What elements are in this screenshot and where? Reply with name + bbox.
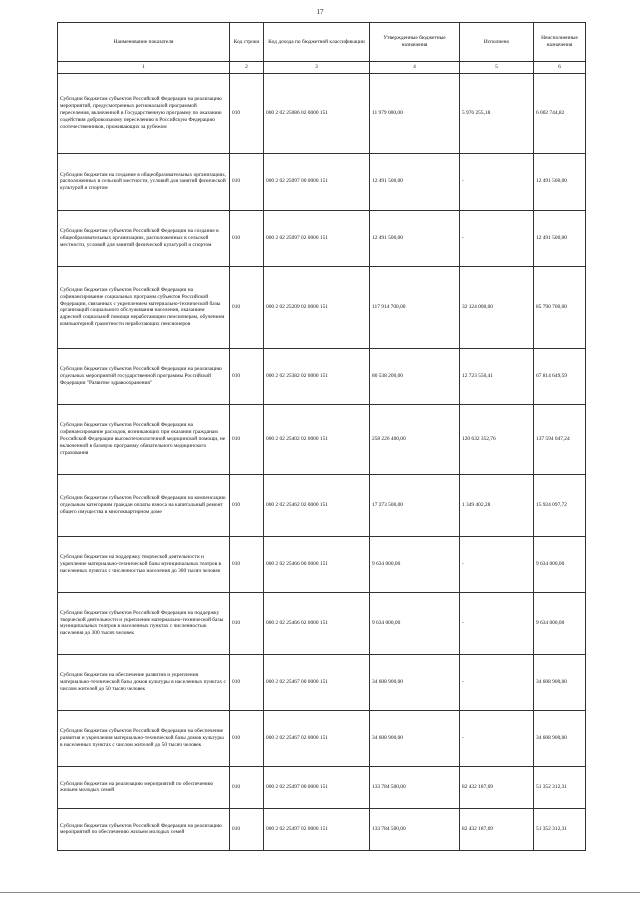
approved-amount: 258 226 400,00 — [370, 404, 460, 474]
table-row — [58, 73, 586, 153]
approved-amount: 12 491 500,00 — [370, 210, 460, 266]
line-code: 010 — [230, 73, 264, 153]
income-code: 000 2 02 25402 02 0000 151 — [264, 404, 370, 474]
table-row — [58, 654, 586, 710]
income-code: 000 2 02 25497 02 0000 151 — [264, 808, 370, 850]
table-row — [58, 710, 586, 766]
line-code: 010 — [230, 654, 264, 710]
line-code: 010 — [230, 153, 264, 210]
column-number: 6 — [534, 62, 586, 74]
table-row — [58, 766, 586, 808]
unexecuted-amount: 67 814 649,59 — [534, 348, 586, 404]
unexecuted-amount: 51 352 312,31 — [534, 766, 586, 808]
executed-amount: - — [460, 536, 534, 592]
table-row — [58, 348, 586, 404]
indicator-name: Субсидии бюджетам субъектов Российской Федерации на софинансирование социальных программ субъектов Российской Федерации, связанных с укреплением материально-технической базы организаций социального обслуживания населения, оказанием адресной социальной помощи неработающим пенсионерам, обучением компьютерной грамотности неработающих пенсионеров — [58, 266, 230, 348]
approved-amount: 80 538 200,00 — [370, 348, 460, 404]
column-number: 2 — [230, 62, 264, 74]
income-code: 000 2 02 25467 02 0000 151 — [264, 710, 370, 766]
column-number-row — [58, 62, 586, 74]
column-number: 5 — [460, 62, 534, 74]
indicator-name: Субсидии бюджетам на реализацию мероприятий по обеспечению жильем молодых семей — [58, 766, 230, 808]
header-row — [58, 23, 586, 62]
income-code: 000 2 02 25382 02 0000 151 — [264, 348, 370, 404]
column-number: 1 — [58, 62, 230, 74]
indicator-name: Субсидии бюджетам на поддержку творческой деятельности и укрепление материально-технической базы муниципальных театров в населенных пунктах с численностью населения до 300 тысяч человек — [58, 536, 230, 592]
column-number: 3 — [264, 62, 370, 74]
indicator-name: Субсидии бюджетам на создание в общеобразовательных организациях, расположенных в сельской местности, условий для занятий физической культурой и спортом — [58, 153, 230, 210]
line-code: 010 — [230, 348, 264, 404]
table-row — [58, 404, 586, 474]
income-code: 000 2 02 25467 00 0000 151 — [264, 654, 370, 710]
approved-amount: 9 634 000,00 — [370, 592, 460, 654]
approved-amount: 12 491 500,00 — [370, 153, 460, 210]
header-unexecuted: Неисполненные назначения — [534, 23, 586, 62]
income-code: 000 2 02 25466 00 0000 151 — [264, 536, 370, 592]
executed-amount: 82 432 187,69 — [460, 766, 534, 808]
header-income-code: Код дохода по бюджетной классификации — [264, 23, 370, 62]
indicator-name: Субсидии бюджетам субъектов Российской Федерации на создание в общеобразовательных организациях, расположенных в сельской местности, условий для занятий физической культурой и спортом — [58, 210, 230, 266]
unexecuted-amount: 34 608 900,00 — [534, 654, 586, 710]
approved-amount: 117 914 700,00 — [370, 266, 460, 348]
line-code: 010 — [230, 766, 264, 808]
line-code: 010 — [230, 536, 264, 592]
indicator-name: Субсидии бюджетам субъектов Российской Федерации на обеспечение развития и укрепления материально-технической базы домов культуры в населенных пунктах с числом жителей до 50 тысяч человек — [58, 710, 230, 766]
table-row — [58, 808, 586, 850]
line-code: 010 — [230, 474, 264, 536]
executed-amount: - — [460, 210, 534, 266]
unexecuted-amount: 9 634 000,00 — [534, 592, 586, 654]
line-code: 010 — [230, 592, 264, 654]
executed-amount: 5 976 255,18 — [460, 73, 534, 153]
header-line-code: Код строки — [230, 23, 264, 62]
table-row — [58, 592, 586, 654]
executed-amount: 82 432 187,69 — [460, 808, 534, 850]
unexecuted-amount: 15 924 097,72 — [534, 474, 586, 536]
approved-amount: 34 608 900,00 — [370, 654, 460, 710]
executed-amount: - — [460, 710, 534, 766]
column-number: 4 — [370, 62, 460, 74]
unexecuted-amount: 137 594 047,24 — [534, 404, 586, 474]
approved-amount: 133 784 500,00 — [370, 766, 460, 808]
executed-amount: - — [460, 153, 534, 210]
income-code: 000 2 02 25209 02 0000 151 — [264, 266, 370, 348]
table-row — [58, 474, 586, 536]
indicator-name: Субсидии бюджетам субъектов Российской Федерации на реализацию отдельных мероприятий государственной программы Российской Федерации "Развитие здравоохранения" — [58, 348, 230, 404]
executed-amount: 12 723 550,41 — [460, 348, 534, 404]
header-executed: Исполнено — [460, 23, 534, 62]
header-approved: Утвержденные бюджетные назначения — [370, 23, 460, 62]
page-number: 17 — [316, 8, 324, 16]
line-code: 010 — [230, 710, 264, 766]
indicator-name: Субсидии бюджетам субъектов Российской Федерации на реализацию мероприятий, предусмотренных региональной программой переселения, включенной в Государственную программу по оказанию содействия добровольному переселению в Российскую Федерацию соотечественников, проживающих за рубежом — [58, 73, 230, 153]
unexecuted-amount: 12 491 500,00 — [534, 153, 586, 210]
executed-amount: 120 632 352,76 — [460, 404, 534, 474]
table-row — [58, 266, 586, 348]
header-indicator-name: Наименование показателя — [58, 23, 230, 62]
income-code: 000 2 02 25462 02 0000 151 — [264, 474, 370, 536]
table-row — [58, 153, 586, 210]
approved-amount: 133 784 500,00 — [370, 808, 460, 850]
unexecuted-amount: 85 790 700,00 — [534, 266, 586, 348]
approved-amount: 17 273 500,00 — [370, 474, 460, 536]
budget-execution-table — [57, 22, 586, 851]
indicator-name: Субсидии бюджетам на обеспечение развития и укрепления материально-технической базы домов культуры в населенных пунктах с числом жителей до 50 тысяч человек — [58, 654, 230, 710]
indicator-name: Субсидии бюджетам субъектов Российской Федерации на компенсацию отдельным категориям граждан оплаты взноса на капитальный ремонт общего имущества в многоквартирном доме — [58, 474, 230, 536]
executed-amount: 1 349 402,28 — [460, 474, 534, 536]
line-code: 010 — [230, 808, 264, 850]
executed-amount: - — [460, 654, 534, 710]
line-code: 010 — [230, 210, 264, 266]
line-code: 010 — [230, 266, 264, 348]
income-code: 000 2 02 25086 02 0000 151 — [264, 73, 370, 153]
income-code: 000 2 02 25097 00 0000 151 — [264, 153, 370, 210]
page-bottom-rule — [0, 892, 640, 893]
table-row — [58, 210, 586, 266]
indicator-name: Субсидии бюджетам субъектов Российской Федерации на поддержку творческой деятельности и укрепление материально-технической базы муниципальных театров в населенных пунктах с численностью населения до 300 тысяч человек — [58, 592, 230, 654]
approved-amount: 9 634 000,00 — [370, 536, 460, 592]
income-code: 000 2 02 25497 00 0000 151 — [264, 766, 370, 808]
indicator-name: Субсидии бюджетам субъектов Российской Федерации на реализацию мероприятий по обеспечению жильем молодых семей — [58, 808, 230, 850]
line-code: 010 — [230, 404, 264, 474]
unexecuted-amount: 34 608 900,00 — [534, 710, 586, 766]
income-code: 000 2 02 25466 02 0000 151 — [264, 592, 370, 654]
unexecuted-amount: 12 491 500,00 — [534, 210, 586, 266]
table-row — [58, 536, 586, 592]
unexecuted-amount: 6 002 744,82 — [534, 73, 586, 153]
executed-amount: - — [460, 592, 534, 654]
executed-amount: 32 124 000,00 — [460, 266, 534, 348]
approved-amount: 11 979 000,00 — [370, 73, 460, 153]
approved-amount: 34 608 900,00 — [370, 710, 460, 766]
unexecuted-amount: 9 634 000,00 — [534, 536, 586, 592]
unexecuted-amount: 51 352 312,31 — [534, 808, 586, 850]
income-code: 000 2 02 25097 02 0000 151 — [264, 210, 370, 266]
indicator-name: Субсидии бюджетам субъектов Российской Федерации на софинансирование расходов, возникающих при оказании гражданам Российской Федерации высокотехнологичной медицинской помощи, не включенной в базовую программу обязательного медицинского страхования — [58, 404, 230, 474]
